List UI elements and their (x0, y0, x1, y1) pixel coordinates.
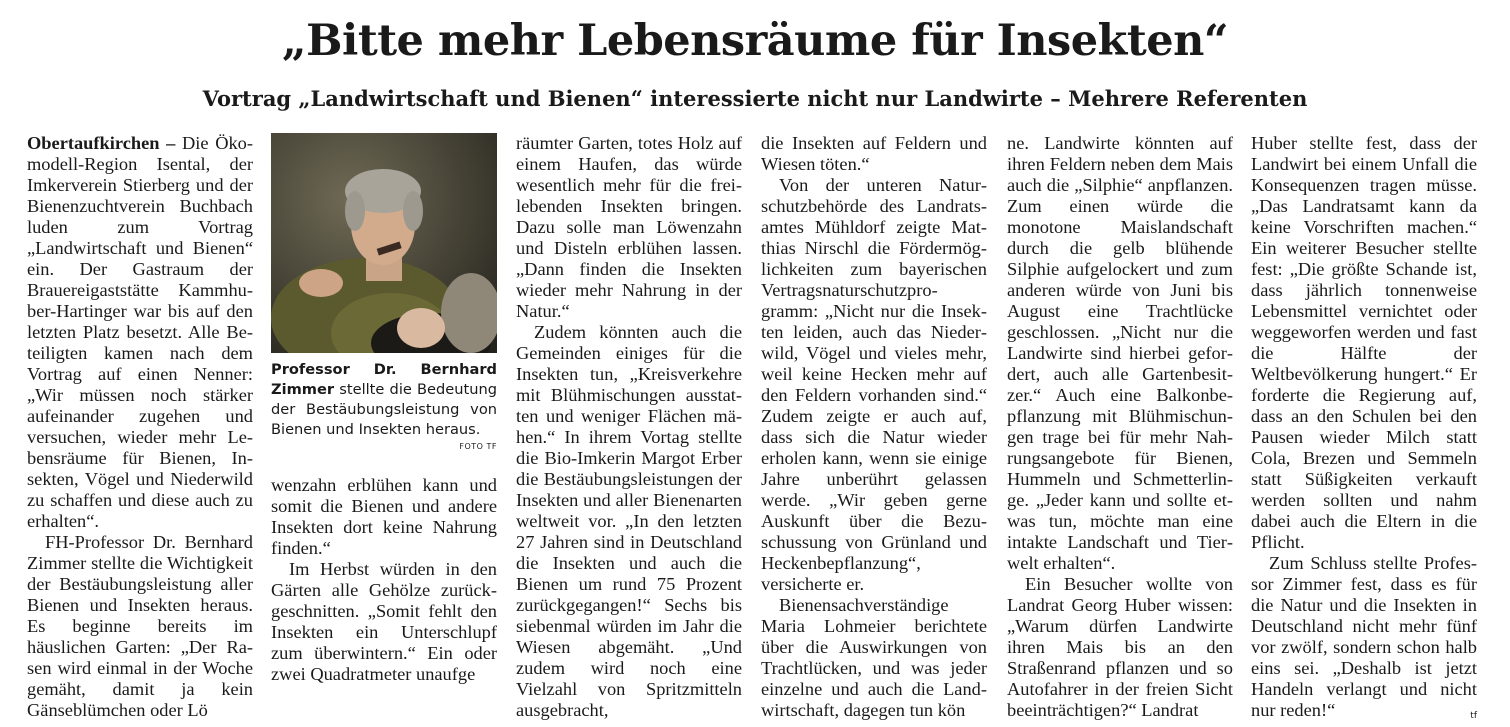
subheadline: Vortrag „Landwirtschaft und Bienen“ interessierte nicht nur Landwirte – Mehrere Referenten (202, 86, 1308, 111)
paragraph: ne. Landwirte könnten auf ihren Feldern neben dem Mais auch die „Silphie“ anpflanzen. Zum einen würde die monotone Maislandschaft durch die gelb blühende Silphie aufgelockert und zum anderen würde von Juni bis August eine Trachtlücke geschlossen. „Nicht nur die Landwirte sind hierbei gefordert, auch alle Gartenbesitzer.“ Auch eine Balkonbepflanzung mit Blühmischungen trage bei für mehr Nahrungsangebote für Bienen, Hummeln und Schmetterlinge. „Jeder kann und sollte etwas tun, möchte man eine intakte Landschaft und Tierwelt erhalten“. (1007, 133, 1233, 573)
article-column-4 (761, 133, 987, 721)
paragraph: FH-Professor Dr. Bernhard Zimmer stellte die Wichtigkeit der Bestäubungsleistung aller Bienen und Insekten heraus. Es beginne bereits im häuslichen Garten: „Der Rasen wird einmal in der Woche gemäht, damit ja kein Gänseblümchen oder Lö (27, 532, 253, 720)
dateline: Obertaufkirchen – (27, 133, 176, 153)
paragraph: die Insekten auf Feldern und Wiesen töten.“ (761, 133, 987, 174)
paragraph: Zudem könnten auch die Gemeinden einiges für die Insekten tun, „Kreisverkehre mit Blühmischungen ausstatten und weniger Flächen mähen.“ In ihrem Vortag stellte die Bio-Imkerin Margot Erber die Bestäubungsleistungen der Insekten und aller Bienenarten weltweit vor. „In den letzten 27 Jahren sind in Deutschland die Insekten und auch die Bienen um rund 75 Prozent zurückgegangen!“ Sechs bis siebenmal würden im Jahr die Wiesen abgemäht. „Und zudem wird noch eine Vielzahl von Spritzmitteln ausgebracht, (516, 322, 742, 720)
article-column-3 (516, 133, 742, 721)
paragraph: Huber stellte fest, dass der Landwirt bei einem Unfall die Konsequenzen tragen müsse. „Das Landratsamt kann da keine Vorschriften machen.“ Ein weiterer Besucher stellte fest: „Die größte Schande ist, dass jährlich tonnenweise Lebensmittel vernichtet oder weggeworfen werden und fast die Hälfte der Weltbevölkerung hungert.“ Er forderte die Regierung auf, dass an den Schulen bei den Pausen wieder Milch statt Cola, Brezen und Semmeln statt Süßigkeiten verkauft werden sollten und nahm dabei auch die Eltern in die Pflicht. (1251, 133, 1477, 552)
photo-credit: FOTO TF (459, 442, 497, 451)
speaker-photo-image (271, 133, 497, 353)
paragraph: Im Herbst würden in den Gärten alle Gehölze zurückgeschnitten. „Somit fehlt den Insekten ein Unterschlupf zum überwintern.“ Ein oder zwei Quadratmeter unaufge (271, 559, 497, 684)
paragraph: wenzahn erblühen kann und somit die Bienen und andere Insekten dort keine Nahrung finden.“ (271, 475, 497, 558)
photo-caption (271, 360, 497, 440)
headline: „Bitte mehr Lebensräume für Insekten“ (281, 16, 1229, 66)
paragraph (1251, 553, 1477, 721)
article-column-2 (271, 475, 497, 685)
article-column-5 (1007, 133, 1233, 721)
paragraph: Ein Besucher wollte von Landrat Georg Huber wissen: „Warum dürfen Landwirte ihren Mais bis an den Straßenrand pflanzen und so Autofahrer in der freien Sicht beeinträchtigen?“ Landrat (1007, 574, 1233, 720)
paragraph: Bienensachverständige Maria Lohmeier berichtete über die Auswirkungen von Trachtlücken, und was jeder einzelne und auch die Landwirtschaft, dagegen tun kön (761, 595, 987, 720)
author-signature: tf (1470, 711, 1477, 721)
paragraph: Von der unteren Naturschutzbehörde des Landratsamtes Mühldorf zeigte Matthias Nirschl die Fördermöglichkeiten zum bayerischen Vertragsnaturschutzprogramm: „Nicht nur die Insekten leiden, auch das Niederwild, Vögel und vieles mehr, weil keine Hecken mehr auf den Feldern vorhanden sind.“ Zudem zeigte er auch auf, dass sich die Natur wieder erholen kann, wenn sie einige Jahre unberührt gelassen werde. „Wir geben gerne Auskunft über die Bezuschussung von Grünland und Heckenbepflanzung“, versicherte er. (761, 175, 987, 594)
paragraph: räumter Garten, totes Holz auf einem Haufen, das würde wesentlich mehr für die freilebenden Insekten bringen. Dazu solle man Löwenzahn und Disteln erblühen lassen. „Dann finden die Insekten wieder mehr Nahrung in der Natur.“ (516, 133, 742, 321)
caption-text: stellte die Bedeutung der Bestäubungsleistung von Bienen und Insekten heraus. (271, 381, 497, 438)
article-photo (271, 133, 497, 353)
closing-paragraph-text: Zum Schluss stellte Professor Zimmer fest, dass es für die Natur und die Insekten in Deutschland nicht mehr fünf vor zwölf, sondern schon halb eins sei. „Deshalb ist jetzt Handeln verlangt und nicht nur reden!“ (1251, 553, 1477, 720)
paragraph-intro-text: Die Ökomodell-Region Isental, der Imkerverein Stierberg und der Bienenzuchtverein Buchbach luden zum Vortrag „Landwirtschaft und Bienen“ ein. Der Gastraum der Brauereigaststätte Kammhuber-Hartinger war bis auf den letzten Platz besetzt. Alle Beteiligten kamen nach dem Vortrag auf einen Nenner: „Wir müssen noch stärker aufeinander zugehen und versuchen, wieder mehr Lebensräume für Bienen, Insekten, Vögel und Niederwild zu schaffen und diese auch zu erhalten“. (27, 133, 254, 531)
caption-name: Professor Dr. Bernhard Zimmer (271, 361, 497, 398)
article-column-1 (27, 133, 253, 721)
paragraph-intro (27, 133, 253, 532)
article-column-6 (1251, 133, 1477, 727)
